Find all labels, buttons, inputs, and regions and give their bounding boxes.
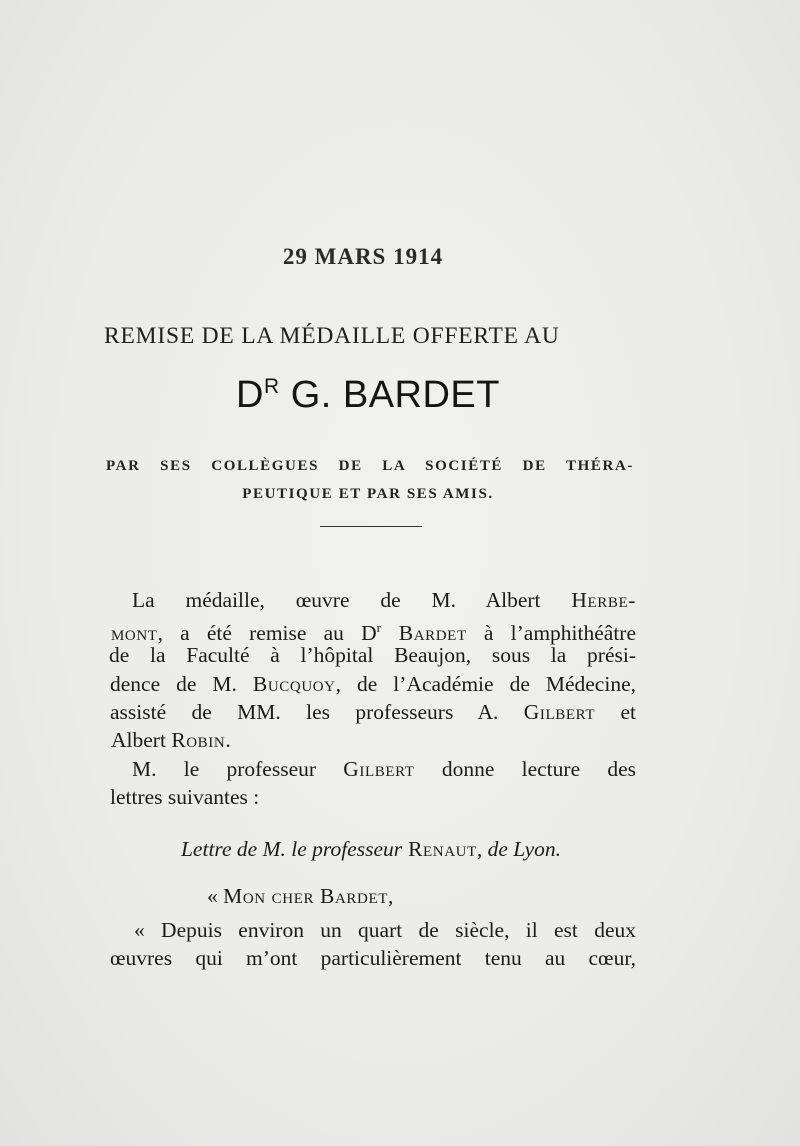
text-span: .: [225, 728, 231, 752]
text-span: , a été remise au D: [157, 621, 377, 646]
subtitle-line-1: PAR SES COLLÈGUES DE LA SOCIÉTÉ DE THÉRA-: [106, 458, 634, 474]
text-span: ,: [388, 884, 394, 908]
text-span: , de Lyon.: [476, 837, 562, 861]
name-herbemont-cont: mont: [111, 621, 158, 646]
honoree-name: [0, 374, 736, 417]
letter-title: [0, 836, 742, 863]
text-span: et: [595, 700, 636, 724]
name-bardet: Bardet: [380, 621, 467, 646]
paragraph-1-line-4: [110, 671, 636, 698]
paragraph-2-line-1: [132, 756, 636, 783]
text-span: assisté de MM. les professeurs A.: [110, 700, 524, 724]
name-renaut: Renaut: [402, 837, 477, 861]
text-span: à l’amphithéâtre: [466, 621, 636, 646]
letter-line-2: œuvres qui m’ont particulièrement tenu au cœur,: [110, 946, 636, 970]
name-gilbert: Gilbert: [523, 700, 596, 724]
divider-rule: [320, 526, 422, 527]
paragraph-1-line-6: [111, 727, 231, 754]
date-heading: 29 MARS 1914: [282, 244, 444, 269]
name-robin: Robin: [171, 728, 226, 752]
text-span: «: [207, 884, 224, 908]
text-span: Lettre de M. le professeur: [180, 837, 403, 861]
text-span: M. le professeur: [132, 757, 344, 781]
title-line-1: REMISE DE LA MÉDAILLE OFFERTE AU: [104, 323, 560, 349]
text-span: donne lecture des: [414, 757, 637, 781]
paragraph-2-line-2: lettres suivantes :: [110, 785, 260, 809]
paragraph-1-line-1: [132, 587, 636, 614]
paragraph-1-line-5: [110, 699, 636, 726]
paragraph-1-line-3: de la Faculté à l’hôpital Beaujon, sous la prési-: [109, 643, 636, 667]
text-span: , de l’Académie de Médecine,: [335, 672, 636, 696]
letter-salutation: [207, 883, 393, 910]
text-span: Albert: [111, 728, 172, 752]
title-prefix-superscript: R: [263, 375, 280, 398]
name-herbemont: Herbe-: [571, 588, 636, 612]
text-span: dence de M.: [110, 672, 253, 696]
text-span: La médaille, œuvre de M. Albert: [132, 588, 572, 612]
name-bucquoy: Bucquoy: [252, 672, 336, 696]
salutation-name: Mon cher Bardet: [223, 884, 388, 908]
letter-line-1: « Depuis environ un quart de siècle, il est deux: [134, 918, 636, 942]
subtitle-line-2: PEUTIQUE ET PAR SES AMIS.: [242, 486, 494, 502]
title-prefix: D: [236, 374, 264, 416]
name-gilbert: Gilbert: [343, 757, 415, 781]
doctor-superscript: r: [376, 620, 381, 635]
title-name-text: G. BARDET: [290, 374, 500, 416]
